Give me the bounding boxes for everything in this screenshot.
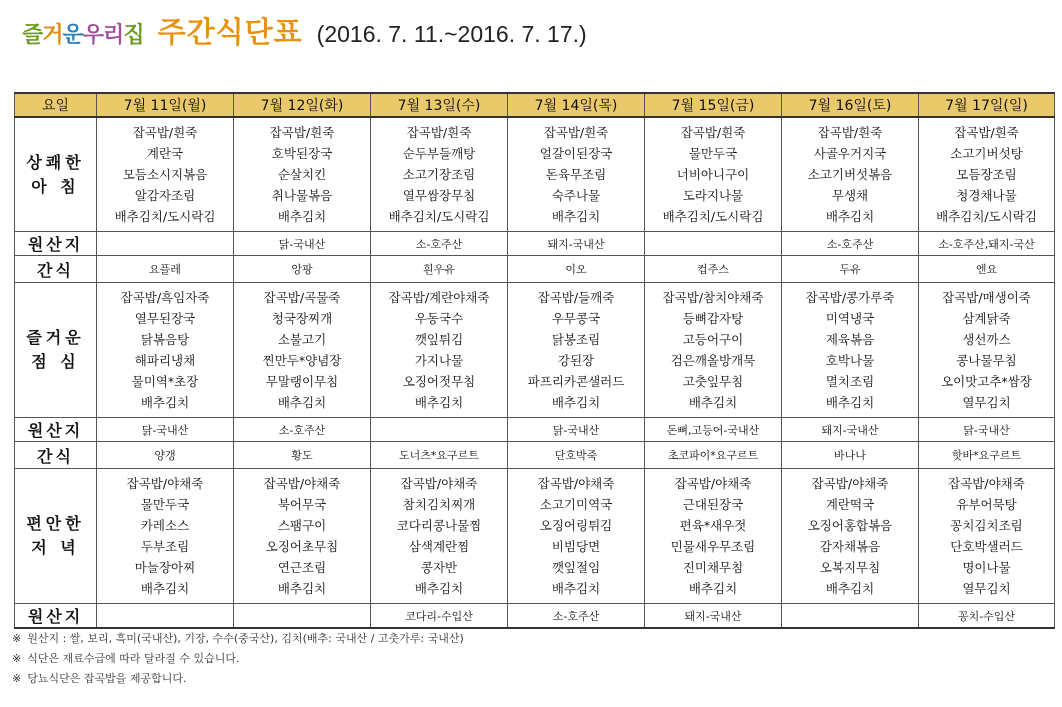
dish-item: 콩나물무침: [956, 353, 1017, 368]
dish-item: 잡곡밥/흰죽: [817, 125, 883, 140]
dish-item: 잡곡밥/야채죽: [948, 476, 1025, 491]
snack-pm-row-cell: 바나나: [782, 442, 919, 469]
footnote: [12, 649, 464, 669]
meal-cell: [919, 117, 1055, 232]
dish-item: 잡곡밥/흰죽: [954, 125, 1019, 140]
dinner-origin-row-cell: [234, 604, 371, 629]
dinner-origin-row: [15, 604, 1055, 629]
lunch-origin-row: [15, 418, 1055, 442]
brand-logo: [22, 18, 144, 49]
dish-item: 해파리냉채: [134, 353, 196, 368]
page-header: [22, 10, 587, 54]
dish-item: 배추김치/도시락김: [114, 209, 216, 224]
brand-char-5: 집: [123, 23, 144, 48]
dish-item: 검은깨올방개묵: [670, 353, 756, 368]
dish-item: 우무콩국: [551, 311, 601, 326]
dinner-origin-row-cell: 코다리-수입산: [371, 604, 508, 629]
note-mark: ※: [12, 672, 22, 685]
note-mark: ※: [12, 652, 22, 665]
brand-char-1: 즐: [22, 23, 43, 48]
footnotes: [12, 629, 464, 689]
dish-item: 열무된장국: [134, 311, 196, 326]
dish-item: 명이나물: [962, 560, 1011, 575]
breakfast-origin-row-cell: 소-호주산: [782, 232, 919, 256]
snack-pm-row-cell: 양갱: [97, 442, 234, 469]
dinner-origin-row-cell: 돼지-국내산: [645, 604, 782, 629]
snack-pm-row: [15, 442, 1055, 469]
dish-item: 배추김치: [551, 581, 601, 596]
breakfast-origin-row-cell: 소-호주산: [371, 232, 508, 256]
dish-item: 제육볶음: [825, 332, 875, 347]
dish-item: 배추김치: [277, 209, 327, 224]
snack-pm-row-cell: 도너츠*요구르트: [371, 442, 508, 469]
meal-cell: [97, 117, 234, 232]
meal-cell: [645, 469, 782, 604]
dish-item: 생선까스: [962, 332, 1011, 347]
page-title: 주간식단표: [157, 15, 303, 49]
dish-item: 열무김치: [962, 395, 1011, 410]
note-mark: ※: [12, 632, 22, 645]
dish-item: 숙주나물: [551, 188, 601, 203]
dish-item: 청경채나물: [956, 188, 1017, 203]
dish-item: 고춧잎무침: [682, 374, 744, 389]
brand-char-4: 우리: [82, 23, 124, 48]
dish-item: 두부조림: [140, 539, 190, 554]
note-text: 원산지 : 쌀, 보리, 흑미(국내산), 기장, 수수(중국산), 김치(배추: 국내산 / 고춧가루: 국내산): [27, 632, 464, 645]
lunch-origin-row-cell: 돼지-국내산: [782, 418, 919, 442]
dish-item: 오징어홍합볶음: [807, 518, 893, 533]
snack-am-row-cell: 흰우유: [371, 256, 508, 283]
dish-item: 무생채: [831, 188, 869, 203]
meal-cell: [919, 469, 1055, 604]
lunch-row-label-line: 점 심: [31, 352, 80, 371]
dish-item: 파프리카콘샐러드: [527, 374, 625, 389]
dish-item: 배추김치: [414, 395, 464, 410]
dish-item: 마늘장아찌: [134, 560, 196, 575]
dish-item: 배추김치/도시락김: [388, 209, 490, 224]
day-header: 7월 16일(토): [782, 93, 919, 117]
day-header: 7월 13일(수): [371, 93, 508, 117]
dish-item: 잡곡밥/흰죽: [680, 125, 746, 140]
lunch-row-label: [15, 283, 97, 418]
dish-item: 오이맛고추*쌈장: [941, 374, 1032, 389]
dish-item: 소불고기: [277, 332, 327, 347]
dish-item: 강된장: [557, 353, 595, 368]
meal-cell: [508, 469, 645, 604]
dish-item: 닭볶음탕: [140, 332, 190, 347]
footnote: [12, 629, 464, 649]
dish-item: 깻잎튀김: [414, 332, 464, 347]
dish-item: 등뼈감자탕: [682, 311, 744, 326]
dish-item: 잡곡밥/야채죽: [126, 476, 204, 491]
dish-item: 계란떡국: [825, 497, 875, 512]
breakfast-row-label: [15, 117, 97, 232]
dish-item: 배추김치: [140, 581, 190, 596]
dish-item: 열무쌈장무침: [402, 188, 476, 203]
dish-item: 오복지무침: [819, 560, 881, 575]
dish-item: 삼색계란찜: [408, 539, 470, 554]
day-header: 7월 12일(화): [234, 93, 371, 117]
dish-item: 도라지나물: [682, 188, 744, 203]
snack-am-row-label: 간식: [15, 256, 97, 283]
dish-item: 잡곡밥/흰죽: [543, 125, 609, 140]
breakfast-origin-row-cell: [97, 232, 234, 256]
meal-cell: [782, 117, 919, 232]
lunch-row-label-line: 즐거운: [26, 328, 85, 347]
dish-item: 계란국: [146, 146, 184, 161]
meal-table: [14, 92, 1055, 629]
dish-item: 열무김치: [962, 581, 1011, 596]
lunch-origin-row-cell: 닭-국내산: [508, 418, 645, 442]
dish-item: 참치김치찌개: [402, 497, 476, 512]
snack-pm-row-cell: 핫바*요구르트: [919, 442, 1055, 469]
dish-item: 잡곡밥/흰죽: [132, 125, 198, 140]
dinner-origin-row-cell: [97, 604, 234, 629]
dish-item: 스팸구이: [277, 518, 327, 533]
dish-item: 잡곡밥/참치야채죽: [662, 290, 764, 305]
day-header: 7월 14일(목): [508, 93, 645, 117]
meal-cell: [371, 469, 508, 604]
lunch-origin-row-cell: 닭-국내산: [919, 418, 1055, 442]
dish-item: 청국장찌개: [271, 311, 333, 326]
dish-item: 배추김치: [825, 581, 875, 596]
dish-item: 찐만두*양념장: [262, 353, 342, 368]
breakfast-row-label-line: 상쾌한: [26, 152, 85, 172]
meal-cell: [97, 283, 234, 418]
meal-cell: [234, 469, 371, 604]
dish-item: 소고기미역국: [539, 497, 613, 512]
dinner-row: [15, 469, 1055, 604]
dish-item: 배추김치: [825, 209, 875, 224]
dish-item: 우동국수: [414, 311, 464, 326]
dish-item: 잡곡밥/야채죽: [811, 476, 889, 491]
dish-item: 잡곡밥/흰죽: [269, 125, 335, 140]
breakfast-origin-row-cell: 닭-국내산: [234, 232, 371, 256]
dish-item: 배추김치: [277, 395, 327, 410]
meal-cell: [97, 469, 234, 604]
dish-item: 호박된장국: [271, 146, 333, 161]
breakfast-origin-row-label: 원산지: [15, 232, 97, 256]
dish-item: 오징어링튀김: [539, 518, 613, 533]
dish-item: 근대된장국: [682, 497, 744, 512]
dinner-origin-row-cell: 꽁치-수입산: [919, 604, 1055, 629]
snack-am-row: [15, 256, 1055, 283]
meal-cell: [371, 117, 508, 232]
dish-item: 오징어젓무침: [402, 374, 476, 389]
dish-item: 알감자조림: [134, 188, 196, 203]
dinner-origin-row-cell: 소-호주산: [508, 604, 645, 629]
breakfast-origin-row: [15, 232, 1055, 256]
dish-item: 잡곡밥/야채죽: [400, 476, 478, 491]
dish-item: 깻잎절임: [551, 560, 601, 575]
dish-item: 무말랭이무침: [265, 374, 339, 389]
note-text: 식단은 재료수급에 따라 달라질 수 있습니다.: [27, 652, 240, 665]
dish-item: 카레소스: [140, 518, 190, 533]
dish-item: 소고기버섯탕: [950, 146, 1023, 161]
meal-cell: [234, 117, 371, 232]
dish-item: 감자채볶음: [819, 539, 881, 554]
dish-item: 잡곡밥/매생이죽: [942, 290, 1031, 305]
dish-item: 잡곡밥/계란야채죽: [388, 290, 490, 305]
dish-item: 삼계닭죽: [962, 311, 1011, 326]
dish-item: 코다리콩나물찜: [396, 518, 482, 533]
dish-item: 고등어구이: [682, 332, 744, 347]
meal-cell: [782, 283, 919, 418]
dish-item: 유부어묵탕: [956, 497, 1017, 512]
snack-am-row-cell: 두유: [782, 256, 919, 283]
dish-item: 배추김치/도시락김: [662, 209, 764, 224]
dish-item: 물미역*초장: [131, 374, 199, 389]
dish-item: 물만두국: [688, 146, 738, 161]
dish-item: 배추김치: [551, 209, 601, 224]
dish-item: 미역냉국: [825, 311, 875, 326]
dish-item: 잡곡밥/흑임자죽: [120, 290, 210, 305]
breakfast-origin-row-cell: 돼지-국내산: [508, 232, 645, 256]
dish-item: 물만두국: [140, 497, 190, 512]
day-header: 7월 11일(월): [97, 93, 234, 117]
dinner-origin-row-label: 원산지: [15, 604, 97, 629]
breakfast-row: [15, 117, 1055, 232]
dish-item: 멸치조림: [825, 374, 875, 389]
dish-item: 잡곡밥/들깨죽: [537, 290, 615, 305]
snack-am-row-cell: 엔요: [919, 256, 1055, 283]
dish-item: 호박나물: [825, 353, 875, 368]
snack-am-row-cell: 요플레: [97, 256, 234, 283]
dish-item: 잡곡밥/콩가루죽: [805, 290, 895, 305]
meal-cell: [508, 117, 645, 232]
dish-item: 닭봉조림: [551, 332, 601, 347]
lunch-row: [15, 283, 1055, 418]
dish-item: 소고기장조림: [402, 167, 476, 182]
date-range: (2016. 7. 11.~2016. 7. 17.): [316, 21, 587, 47]
dish-item: 연근조림: [277, 560, 327, 575]
dish-item: 콩자반: [420, 560, 458, 575]
brand-char-2: 거: [42, 23, 63, 48]
snack-am-row-cell: 앙팡: [234, 256, 371, 283]
dish-item: 배추김치: [551, 395, 601, 410]
dish-item: 꽁치김치조림: [950, 518, 1023, 533]
dish-item: 잡곡밥/야채죽: [537, 476, 615, 491]
meal-cell: [645, 283, 782, 418]
breakfast-origin-row-cell: [645, 232, 782, 256]
meal-cell: [508, 283, 645, 418]
lunch-origin-row-cell: 닭-국내산: [97, 418, 234, 442]
lunch-origin-row-cell: [371, 418, 508, 442]
dinner-row-label-line: 저 녁: [31, 538, 80, 557]
dish-item: 순두부들깨탕: [402, 146, 476, 161]
dinner-origin-row-cell: [782, 604, 919, 629]
dish-item: 배추김치: [688, 395, 738, 410]
dish-item: 모듬소시지볶음: [122, 167, 208, 182]
meal-cell: [645, 117, 782, 232]
meal-cell: [782, 469, 919, 604]
dish-item: 가지나물: [414, 353, 464, 368]
dish-item: 순살치킨: [277, 167, 327, 182]
snack-am-row-cell: 이오: [508, 256, 645, 283]
dish-item: 배추김치: [140, 395, 190, 410]
dish-item: 모듬장조림: [956, 167, 1017, 182]
dish-item: 너비아니구이: [676, 167, 750, 182]
day-header-row: [15, 93, 1055, 117]
dish-item: 사골우거지국: [813, 146, 887, 161]
dish-item: 배추김치/도시락김: [936, 209, 1037, 224]
note-text: 당뇨식단은 잡곡밥을 제공합니다.: [27, 672, 187, 685]
snack-pm-row-cell: 황도: [234, 442, 371, 469]
dish-item: 소고기버섯볶음: [807, 167, 893, 182]
dish-item: 배추김치: [414, 581, 464, 596]
dinner-row-label: [15, 469, 97, 604]
dish-item: 돈육무조림: [545, 167, 607, 182]
dish-item: 단호박샐러드: [950, 539, 1023, 554]
dish-item: 배추김치: [825, 395, 875, 410]
dish-item: 북어무국: [277, 497, 327, 512]
dish-item: 취나물볶음: [271, 188, 333, 203]
dish-item: 얼갈이된장국: [539, 146, 613, 161]
dish-item: 잡곡밥/야채죽: [263, 476, 341, 491]
lunch-origin-row-label: 원산지: [15, 418, 97, 442]
day-header-label: 요일: [15, 93, 97, 117]
dish-item: 편육*새우젓: [679, 518, 747, 533]
dish-item: 잡곡밥/흰죽: [406, 125, 472, 140]
dish-item: 오징어초무침: [265, 539, 339, 554]
dish-item: 진미채무침: [682, 560, 744, 575]
dish-item: 비빔당면: [551, 539, 601, 554]
meal-cell: [234, 283, 371, 418]
snack-pm-row-label: 간식: [15, 442, 97, 469]
dinner-row-label-line: 편안한: [26, 514, 85, 533]
footnote: [12, 669, 464, 689]
dish-item: 민물새우무조림: [670, 539, 756, 554]
dish-item: 잡곡밥/곡물죽: [263, 290, 341, 305]
day-header: 7월 15일(금): [645, 93, 782, 117]
snack-am-row-cell: 컵주스: [645, 256, 782, 283]
dish-item: 잡곡밥/야채죽: [674, 476, 752, 491]
breakfast-origin-row-cell: 소-호주산,돼지-국산: [919, 232, 1055, 256]
snack-pm-row-cell: 단호박죽: [508, 442, 645, 469]
meal-cell: [371, 283, 508, 418]
lunch-origin-row-cell: 돈뼈,고등어-국내산: [645, 418, 782, 442]
snack-pm-row-cell: 초코파이*요구르트: [645, 442, 782, 469]
lunch-origin-row-cell: 소-호주산: [234, 418, 371, 442]
day-header: 7월 17일(일): [919, 93, 1055, 117]
meal-cell: [919, 283, 1055, 418]
breakfast-row-label-line: 아 침: [31, 176, 80, 196]
dish-item: 배추김치: [688, 581, 738, 596]
brand-char-3: 운: [62, 23, 83, 48]
dish-item: 배추김치: [277, 581, 327, 596]
